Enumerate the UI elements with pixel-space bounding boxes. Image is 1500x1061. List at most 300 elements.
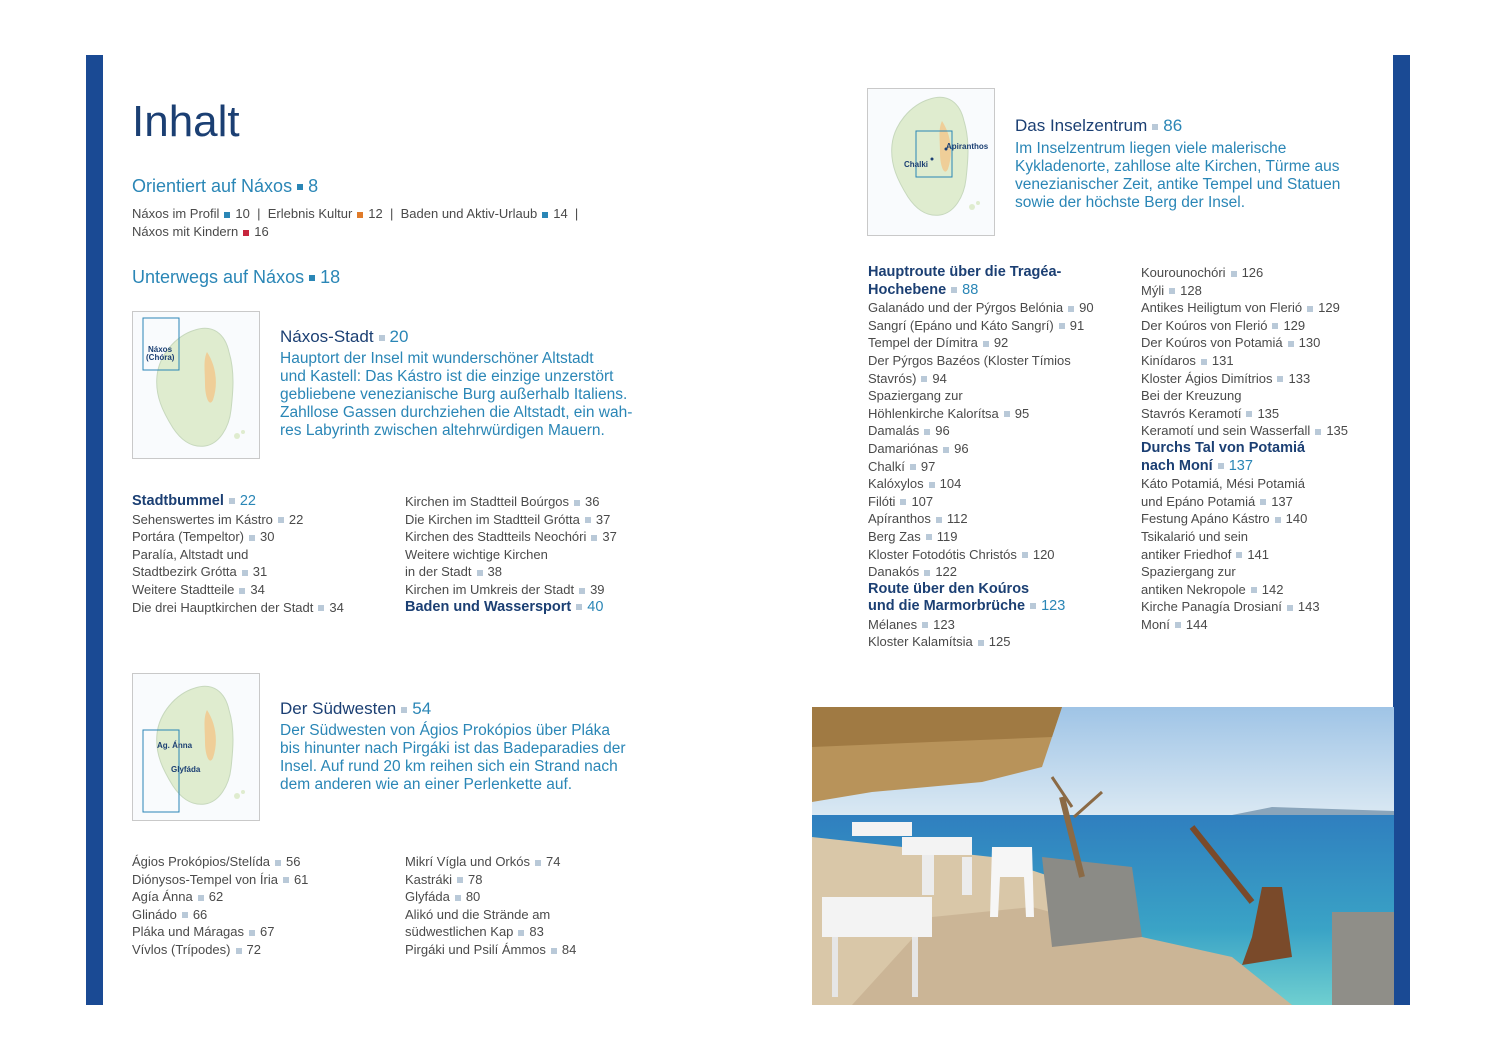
toc-entry	[132, 888, 392, 906]
toc-entry	[868, 352, 1128, 370]
bullet-square	[457, 877, 463, 883]
bullet-square	[924, 570, 930, 576]
toc-entry-label: in der Stadt	[405, 564, 472, 580]
toc-entry-label: Spaziergang zur	[1141, 564, 1236, 580]
toc-entry-label: Galanádo und der Pýrgos Belónia	[868, 300, 1064, 316]
toc-entry-label: Die Kirchen im Stadtteil Grótta	[405, 511, 580, 527]
bullet-square	[576, 604, 582, 610]
bullet-square	[1251, 587, 1257, 593]
bullet-square	[926, 534, 932, 540]
bullet-square	[978, 640, 984, 646]
separator: |	[386, 206, 397, 221]
toc-entry-label: Chalkí	[868, 458, 905, 474]
toc-entry	[132, 528, 392, 546]
bullet-square	[1231, 271, 1237, 277]
toc-entry-label: Antikes Heiligtum von Flerió	[1141, 300, 1303, 316]
toc-entry-label: Der Koúros von Flerió	[1141, 317, 1268, 333]
bullet-square	[1236, 552, 1242, 558]
toc-entry-label: Kinídaros	[1141, 352, 1196, 368]
toc-entry	[868, 405, 1128, 423]
naxos-stadt-list-2	[405, 493, 665, 616]
toc-entry-label: Spaziergang zur	[868, 388, 963, 404]
toc-entry-page: 39	[590, 581, 605, 597]
bullet-square	[1152, 124, 1158, 130]
island-map-icon	[133, 674, 259, 820]
toc-entry-label: Ágios Prokópios/Stelída	[132, 854, 271, 869]
heading-label: Náxos-Stadt	[280, 327, 374, 346]
toc-entry-label: antiker Friedhof	[1141, 546, 1232, 562]
bullet-square	[309, 275, 315, 281]
bullet-square	[1315, 429, 1321, 435]
bullet-square	[1246, 411, 1252, 417]
toc-entry-label: Damariónas	[868, 440, 939, 456]
toc-entry-page: 133	[1288, 370, 1311, 386]
toc-entry-label: Tempel der Dímitra	[868, 335, 978, 351]
toc-entry	[132, 871, 392, 889]
description-line: res Labyrinth zwischen altehrwürdigen Mauern.	[280, 422, 605, 439]
toc-entry-label: Mýli	[1141, 282, 1165, 298]
naxos-stadt-heading	[280, 327, 408, 347]
bullet-square	[379, 335, 385, 341]
bullet-square	[242, 570, 248, 576]
bullet-square	[922, 622, 928, 628]
toc-entry-label: Filóti	[868, 493, 896, 509]
toc-entry	[405, 493, 665, 511]
toc-entry-page: 137	[1271, 493, 1293, 509]
toc-entry-page: 96	[954, 440, 969, 456]
toc-entry	[405, 528, 665, 546]
toc-entry-page: 80	[465, 889, 481, 905]
heading-label: Das Inselzentrum	[1015, 116, 1148, 135]
toc-entry	[1141, 264, 1391, 282]
toc-entry-page: 56	[286, 854, 301, 869]
toc-entry-page: 38	[487, 564, 502, 580]
toc-entry	[868, 387, 1128, 405]
toc-entry-label: Stavrós)	[868, 370, 917, 386]
toc-entry-label: Kloster Kalamítsia	[868, 634, 973, 650]
page-title: Inhalt	[132, 97, 240, 146]
toc-entry-label: Kloster Ágios Dimítrios	[1141, 370, 1273, 386]
toc-entry-page: 37	[595, 511, 611, 527]
toc-entry-page: 37	[602, 529, 617, 545]
toc-entry-label: Damalás	[868, 423, 920, 439]
bullet-square	[535, 860, 541, 866]
bullet-square	[1022, 552, 1028, 558]
bullet-square	[239, 588, 245, 594]
suedwesten-heading	[280, 699, 431, 719]
toc-entry	[1141, 370, 1391, 388]
toc-entry	[1141, 282, 1391, 300]
inselzentrum-map	[867, 88, 995, 236]
toc-entry	[868, 616, 1128, 634]
toc-entry-page: 61	[293, 871, 309, 887]
toc-entry	[868, 475, 1128, 493]
toc-entry-page: 140	[1285, 511, 1308, 527]
bullet-square	[1201, 359, 1207, 365]
toc-entry-page: 78	[467, 871, 483, 887]
bullet-square	[936, 517, 942, 523]
toc-entry-page: 88	[962, 281, 979, 298]
heading-page: 86	[1163, 116, 1183, 135]
toc-entry-page: 107	[911, 493, 934, 509]
toc-entry-page: 135	[1326, 423, 1349, 439]
bullet-square	[278, 517, 284, 523]
toc-entry-label: Stadtbummel	[132, 493, 224, 509]
toc-entry-page: 90	[1079, 300, 1094, 316]
toc-entry	[405, 581, 665, 599]
orientiert-list	[132, 205, 592, 241]
toc-entry-label: Höhlenkirche Kalorítsa	[868, 405, 999, 421]
description-line: Im Inselzentrum liegen viele malerische	[1015, 140, 1287, 157]
toc-entry-label: Weitere Stadtteile	[132, 581, 235, 597]
list-item: Náxos im Profil	[132, 206, 220, 221]
bullet-square	[921, 376, 927, 382]
bullet-square	[951, 287, 957, 293]
toc-entry-label: Der Koúros von Potamiá	[1141, 335, 1283, 351]
toc-entry-page: 104	[939, 476, 962, 492]
toc-entry-label: Kalóxylos	[868, 476, 924, 492]
toc-entry	[1141, 475, 1391, 493]
toc-entry	[868, 458, 1128, 476]
toc-entry-label: Agía Ánna	[132, 889, 193, 905]
toc-entry-label: Route über den Koúros	[868, 580, 1030, 597]
bullet-square	[1169, 288, 1175, 294]
toc-entry-label: Stavrós Keramotí	[1141, 405, 1242, 421]
separator: |	[571, 206, 579, 221]
bullet-square	[297, 184, 303, 190]
toc-entry-page: 62	[208, 889, 224, 905]
inselzentrum-heading	[1015, 116, 1182, 136]
bullet-square	[1275, 517, 1281, 523]
separator: |	[253, 206, 265, 221]
toc-entry-page: 144	[1185, 616, 1208, 632]
description-line: gebliebene venezianische Burg außerhalb Italiens.	[280, 386, 628, 403]
heading-label: Der Südwesten	[280, 699, 397, 718]
toc-entry	[868, 370, 1128, 388]
bullet-square	[1287, 605, 1293, 611]
description-line: bis hinunter nach Pirgáki ist das Badeparadies der	[280, 740, 626, 757]
bullet-square	[1059, 323, 1065, 329]
toc-entry-label: Sangrí (Epáno und Káto Sangrí)	[868, 317, 1054, 333]
toc-entry-page: 142	[1261, 581, 1284, 597]
toc-subheading	[868, 264, 1128, 282]
toc-entry	[405, 941, 665, 959]
list-item: Náxos mit Kindern	[132, 224, 239, 239]
toc-entry-page: 131	[1211, 352, 1234, 368]
page-number: 12	[368, 206, 383, 221]
naxos-stadt-map	[132, 311, 260, 459]
toc-entry-page: 129	[1283, 317, 1306, 333]
toc-entry-page: 83	[529, 924, 544, 940]
toc-entry-label: Kloster Fotodótis Christós	[868, 546, 1017, 562]
toc-entry	[132, 906, 392, 924]
toc-entry-page: 122	[935, 564, 958, 580]
bullet-square	[455, 895, 461, 901]
bullet-square	[318, 605, 324, 611]
toc-entry-page: 72	[246, 941, 261, 957]
toc-entry	[405, 923, 665, 941]
toc-entry	[405, 888, 665, 906]
toc-entry-page: 30	[259, 529, 275, 545]
section-unterwegs-label: Unterwegs auf Náxos	[132, 267, 305, 287]
toc-entry-label: Mélanes	[868, 616, 918, 632]
toc-entry-label: Moní	[1141, 616, 1170, 632]
toc-entry	[1141, 528, 1391, 546]
bullet-square	[1175, 622, 1181, 628]
toc-entry-page: 130	[1298, 335, 1321, 351]
bullet-square	[182, 912, 188, 918]
toc-entry-page: 126	[1241, 265, 1264, 280]
left-page-bar	[86, 55, 103, 1005]
toc-entry	[132, 941, 392, 959]
toc-entry-label: Diónysos-Tempel von Íria	[132, 871, 278, 887]
toc-entry-label: Festung Apáno Kástro	[1141, 511, 1270, 527]
toc-entry-label: Hochebene	[868, 281, 947, 298]
suedwesten-list-2	[405, 853, 665, 959]
section-orientiert	[132, 176, 318, 197]
toc-entry	[132, 511, 392, 529]
toc-entry-page: 123	[1041, 598, 1066, 615]
bullet-square	[249, 535, 255, 541]
bullet-square	[357, 212, 363, 218]
bullet-square	[943, 447, 949, 453]
page-number: 14	[553, 206, 568, 221]
toc-entry	[1141, 317, 1391, 335]
toc-entry-page: 128	[1180, 282, 1202, 298]
toc-subheading	[868, 598, 1128, 616]
map-label: Apiranthos	[946, 142, 989, 151]
toc-entry	[1141, 334, 1391, 352]
toc-entry	[405, 906, 665, 924]
section-unterwegs-page: 18	[320, 267, 341, 287]
bullet-square	[1277, 376, 1283, 382]
bullet-square	[283, 877, 289, 883]
toc-entry	[1141, 422, 1391, 440]
toc-entry-label: Kirchen des Stadtteils Neochóri	[405, 529, 587, 545]
toc-entry	[132, 923, 392, 941]
heading-page: 54	[412, 699, 432, 718]
list-item: Baden und Aktiv-Urlaub	[400, 206, 538, 221]
toc-subheading	[1141, 440, 1391, 458]
toc-entry-page: 112	[946, 511, 968, 527]
toc-entry-page: 94	[932, 370, 947, 386]
toc-subheading	[132, 493, 392, 511]
toc-entry	[868, 633, 1128, 651]
toc-entry	[405, 871, 665, 889]
bullet-square	[585, 517, 591, 523]
toc-entry	[1141, 352, 1391, 370]
toc-entry-label: Hauptroute über die Tragéa-	[868, 264, 1062, 280]
toc-entry-page: 92	[993, 335, 1009, 351]
toc-entry-label: Baden und Wassersport	[405, 598, 572, 615]
toc-entry	[868, 334, 1128, 352]
toc-entry-label: Bei der Kreuzung	[1141, 388, 1242, 404]
toc-subheading	[1141, 458, 1391, 476]
toc-entry	[1141, 581, 1391, 599]
bullet-square	[1272, 323, 1278, 329]
toc-entry-label: Pláka und Máragas	[132, 924, 245, 940]
toc-entry-page: 125	[988, 634, 1011, 650]
description-line: Der Südwesten von Ágios Prokópios über Pláka	[280, 722, 610, 739]
toc-entry-label: Kourounochóri	[1141, 265, 1226, 280]
toc-entry-page: 135	[1257, 405, 1280, 421]
toc-entry-page: 74	[546, 854, 561, 869]
toc-entry-label: Kirchen im Stadtteil Boúrgos	[405, 494, 570, 509]
toc-entry-page: 123	[933, 616, 955, 632]
inselzentrum-list-1	[868, 264, 1128, 651]
toc-entry	[1141, 387, 1391, 405]
right-page-bar	[1393, 55, 1410, 1005]
list-item: Erlebnis Kultur	[267, 206, 353, 221]
toc-entry-label: südwestlichen Kap	[405, 924, 514, 940]
toc-entry-label: und die Marmorbrüche	[868, 598, 1026, 615]
bullet-square	[1218, 463, 1224, 469]
toc-entry-page: 84	[561, 941, 577, 957]
bullet-square	[243, 230, 249, 236]
toc-entry-label: Alikó und die Strände am	[405, 906, 551, 922]
toc-entry-page: 119	[936, 528, 958, 544]
toc-entry-page: 97	[920, 458, 936, 474]
toc-entry-page: 36	[585, 494, 600, 509]
bullet-square	[574, 500, 580, 506]
toc-entry-label: antiken Nekropole	[1141, 581, 1246, 597]
description-line: Zahllose Gassen durchziehen die Altstadt, ein wah-	[280, 404, 633, 421]
toc-entry-label: Durchs Tal von Potamiá	[1141, 439, 1306, 456]
toc-entry-label: Káto Potamiá, Mési Potamiá	[1141, 476, 1306, 492]
toc-entry	[405, 853, 665, 871]
toc-entry-label: Stadtbezirk Grótta	[132, 564, 237, 580]
toc-subheading	[868, 581, 1128, 599]
toc-entry-page: 22	[239, 493, 256, 509]
toc-entry-page: 129	[1318, 300, 1340, 316]
toc-entry	[868, 422, 1128, 440]
toc-entry	[1141, 563, 1391, 581]
toc-entry	[1141, 598, 1391, 616]
toc-entry-label: Kirchen im Umkreis der Stadt	[405, 581, 575, 597]
description-line: Kykladenorte, zahllose alte Kirchen, Türme aus	[1015, 158, 1340, 175]
naxos-stadt-description	[280, 350, 640, 440]
toc-entry-label: Paralía, Altstadt und	[132, 546, 249, 562]
toc-entry	[868, 510, 1128, 528]
bullet-square	[1004, 411, 1010, 417]
toc-entry-page: 22	[288, 511, 304, 527]
toc-entry-page: 40	[587, 598, 604, 615]
description-line: und Kastell: Das Kástro ist die einzige unzerstört	[280, 368, 614, 385]
bullet-square	[551, 948, 557, 954]
section-orientiert-page: 8	[308, 176, 319, 196]
taverna-sea-photo	[812, 707, 1394, 1005]
map-label: Náxos	[148, 345, 173, 354]
toc-entry	[132, 563, 392, 581]
toc-entry-label: nach Moní	[1141, 457, 1213, 474]
description-line: Insel. Auf rund 20 km reihen sich ein Strand nach	[280, 758, 618, 775]
toc-entry-label: Kastráki	[405, 871, 452, 887]
toc-entry	[132, 853, 392, 871]
bullet-square	[983, 341, 989, 347]
toc-entry-label: Sehenswertes im Kástro	[132, 511, 273, 527]
toc-entry	[1141, 616, 1391, 634]
toc-entry	[405, 563, 665, 581]
toc-entry-page: 137	[1228, 457, 1253, 474]
suedwesten-map	[132, 673, 260, 821]
toc-subheading	[405, 599, 665, 617]
toc-entry-label: Portára (Tempeltor)	[132, 529, 244, 545]
bullet-square	[1288, 341, 1294, 347]
bullet-square	[401, 707, 407, 713]
toc-entry	[1141, 493, 1391, 511]
toc-entry-page: 95	[1014, 405, 1030, 421]
toc-entry	[1141, 405, 1391, 423]
toc-entry	[868, 440, 1128, 458]
toc-entry-page: 67	[260, 924, 275, 940]
bullet-square	[591, 535, 597, 541]
toc-entry	[1141, 546, 1391, 564]
toc-entry-label: Weitere wichtige Kirchen	[405, 546, 548, 562]
bullet-square	[1068, 306, 1074, 312]
map-label: Chalki	[904, 160, 929, 169]
toc-entry-label: Danakós	[868, 564, 920, 580]
toc-entry-label: Pirgáki und Psilí Ámmos	[405, 941, 546, 957]
bullet-square	[1030, 603, 1036, 609]
toc-entry	[405, 511, 665, 529]
toc-entry	[868, 299, 1128, 317]
page-number: 16	[254, 224, 269, 239]
toc-subheading	[868, 282, 1128, 300]
toc-entry-page: 66	[192, 906, 208, 922]
toc-entry	[405, 546, 665, 564]
toc-entry	[132, 599, 392, 617]
toc-entry	[868, 563, 1128, 581]
bullet-square	[542, 212, 548, 218]
bullet-square	[1307, 306, 1313, 312]
naxos-stadt-list-1	[132, 493, 392, 616]
toc-entry-label: Glinádo	[132, 906, 177, 922]
toc-entry-label: Vívlos (Trípodes)	[132, 941, 231, 957]
toc-entry-label: und Epáno Potamiá	[1141, 493, 1256, 509]
toc-entry	[868, 528, 1128, 546]
bullet-square	[518, 930, 524, 936]
description-line: dem anderen wie an einer Perlenkette auf.	[280, 776, 573, 793]
toc-entry-page: 34	[329, 599, 344, 615]
toc-entry-label: Berg Zas	[868, 528, 921, 544]
bullet-square	[924, 429, 930, 435]
inselzentrum-description	[1015, 140, 1375, 212]
toc-entry	[868, 546, 1128, 564]
bullet-square	[224, 212, 230, 218]
bullet-square	[198, 895, 204, 901]
toc-entry-label: Keramotí und sein Wasserfall	[1141, 423, 1311, 439]
section-unterwegs	[132, 267, 340, 288]
toc-entry-page: 143	[1297, 599, 1320, 615]
bullet-square	[275, 860, 281, 866]
toc-entry-label: Die drei Hauptkirchen der Stadt	[132, 599, 314, 615]
toc-entry-page: 96	[935, 423, 950, 439]
toc-entry-page: 120	[1032, 546, 1055, 562]
bullet-square	[236, 948, 242, 954]
heading-page: 20	[389, 327, 409, 346]
map-label: (Chóra)	[146, 353, 175, 362]
toc-entry	[132, 546, 392, 564]
bullet-square	[229, 498, 235, 504]
toc-entry-label: Apíranthos	[868, 511, 931, 527]
toc-entry	[868, 317, 1128, 335]
bullet-square	[249, 930, 255, 936]
suedwesten-description	[280, 722, 650, 794]
toc-entry	[868, 493, 1128, 511]
description-line: venezianischer Zeit, antike Tempel und Statuen	[1015, 176, 1341, 193]
toc-entry	[1141, 299, 1391, 317]
toc-entry	[1141, 510, 1391, 528]
